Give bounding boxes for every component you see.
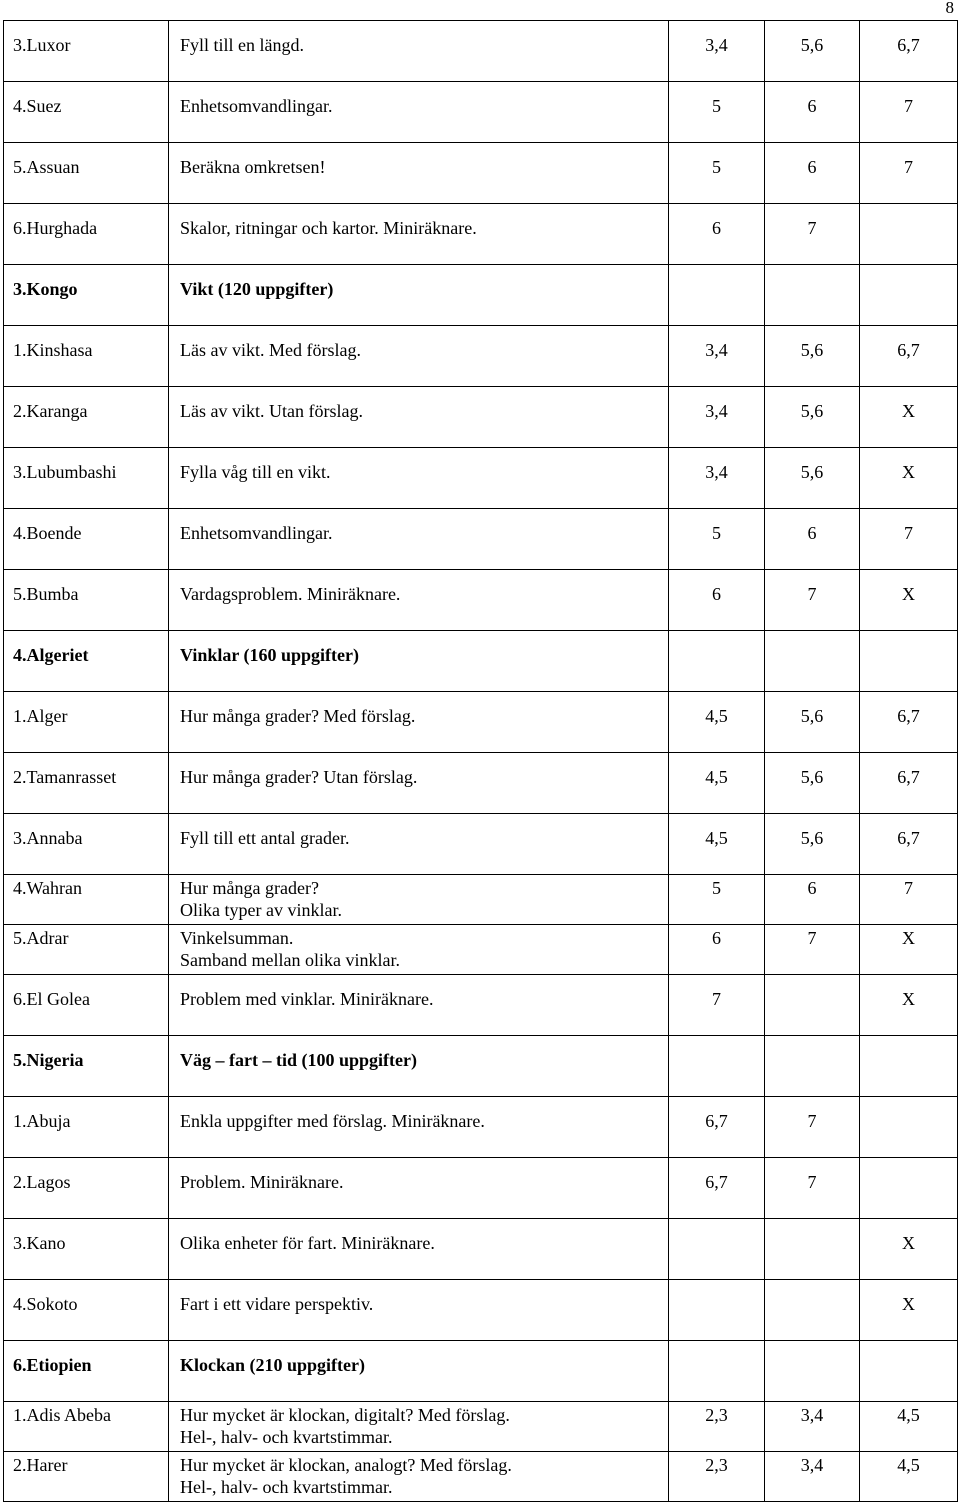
row-description-line: Fyll till en längd. (180, 35, 304, 55)
row-description-line: Hur mycket är klockan, digitalt? Med förslag. (180, 1405, 510, 1425)
level-value: X (902, 1233, 915, 1253)
row-name-cell (4, 509, 169, 570)
row-name-cell (4, 1280, 169, 1341)
level-cell-3 (860, 925, 958, 975)
level-value: 3,4 (705, 401, 728, 421)
level-cell-3 (860, 1280, 958, 1341)
level-value: 6 (807, 157, 817, 177)
level-value: 7 (807, 218, 817, 238)
table-row (4, 1158, 958, 1219)
row-name-cell (4, 1341, 169, 1402)
level-cell-2 (765, 265, 860, 326)
level-value: 4,5 (897, 1405, 920, 1425)
row-description-cell (169, 204, 669, 265)
row-description-cell (169, 925, 669, 975)
level-cell-2 (765, 82, 860, 143)
level-cell-2 (765, 448, 860, 509)
level-cell-1 (669, 204, 765, 265)
level-cell-2 (765, 975, 860, 1036)
row-name-cell (4, 1158, 169, 1219)
level-value: 6,7 (705, 1111, 728, 1131)
row-name-cell (4, 326, 169, 387)
row-description-line: Vinklar (160 uppgifter) (180, 645, 360, 665)
table-row (4, 21, 958, 82)
level-cell-1 (669, 1280, 765, 1341)
row-name: 3.Lubumbashi (13, 462, 117, 482)
level-cell-1 (669, 1452, 765, 1502)
level-cell-2 (765, 509, 860, 570)
row-name: 3.Luxor (13, 35, 71, 55)
level-cell-3 (860, 21, 958, 82)
row-description-line: Samband mellan olika vinklar. (180, 950, 400, 970)
level-cell-1 (669, 1219, 765, 1280)
row-description-line: Olika typer av vinklar. (180, 900, 342, 920)
level-cell-3 (860, 1402, 958, 1452)
row-description-line: Problem. Miniräknare. (180, 1172, 344, 1192)
level-value: 5,6 (800, 828, 824, 848)
row-description-line: Enhetsomvandlingar. (180, 523, 333, 543)
level-cell-2 (765, 875, 860, 925)
table-row (4, 387, 958, 448)
level-cell-1 (669, 1341, 765, 1402)
level-cell-1 (669, 1158, 765, 1219)
row-name: 4.Boende (13, 523, 82, 543)
row-description-cell (169, 1452, 669, 1502)
row-name-cell (4, 875, 169, 925)
level-value: X (902, 928, 915, 948)
row-description-cell (169, 1036, 669, 1097)
row-description-line: Beräkna omkretsen! (180, 157, 326, 177)
level-cell-3 (860, 753, 958, 814)
table-row (4, 326, 958, 387)
level-cell-2 (765, 1219, 860, 1280)
level-cell-1 (669, 326, 765, 387)
level-cell-3 (860, 326, 958, 387)
row-description-line: Fyll till ett antal grader. (180, 828, 350, 848)
row-name: 4.Algeriet (13, 645, 89, 665)
level-value: 5 (712, 523, 721, 543)
row-name: 2.Lagos (13, 1172, 71, 1192)
row-description-line: Väg – fart – tid (100 uppgifter) (180, 1050, 417, 1070)
level-value: 5,6 (800, 340, 824, 360)
table-row (4, 509, 958, 570)
level-cell-1 (669, 21, 765, 82)
level-cell-2 (765, 204, 860, 265)
level-value: 5 (712, 96, 721, 116)
table-row (4, 814, 958, 875)
row-description-line: Olika enheter för fart. Miniräknare. (180, 1233, 435, 1253)
level-cell-2 (765, 753, 860, 814)
table-row (4, 1452, 958, 1502)
level-cell-2 (765, 1402, 860, 1452)
level-cell-2 (765, 21, 860, 82)
row-name-cell (4, 265, 169, 326)
level-cell-1 (669, 692, 765, 753)
level-cell-2 (765, 1097, 860, 1158)
level-value: 6 (712, 928, 721, 948)
table-row (4, 448, 958, 509)
level-cell-1 (669, 387, 765, 448)
level-cell-3 (860, 1219, 958, 1280)
level-cell-2 (765, 387, 860, 448)
level-value: 3,4 (705, 35, 728, 55)
row-description-line: Problem med vinklar. Miniräknare. (180, 989, 434, 1009)
row-name-cell (4, 753, 169, 814)
table-row (4, 570, 958, 631)
level-value: 6 (807, 878, 817, 898)
level-value: 6,7 (897, 828, 920, 848)
row-description-cell (169, 631, 669, 692)
row-description-cell (169, 387, 669, 448)
level-cell-3 (860, 509, 958, 570)
level-cell-2 (765, 692, 860, 753)
level-cell-1 (669, 1402, 765, 1452)
level-value: 7 (807, 1111, 817, 1131)
row-name: 4.Suez (13, 96, 62, 116)
row-name: 2.Tamanrasset (13, 767, 117, 787)
row-name: 4.Sokoto (13, 1294, 78, 1314)
table-row (4, 692, 958, 753)
row-description-cell (169, 692, 669, 753)
row-description-cell (169, 326, 669, 387)
table-row (4, 1402, 958, 1452)
level-cell-2 (765, 326, 860, 387)
level-cell-3 (860, 692, 958, 753)
level-value: 5,6 (800, 767, 824, 787)
level-cell-1 (669, 875, 765, 925)
level-cell-3 (860, 570, 958, 631)
level-cell-1 (669, 143, 765, 204)
table-row (4, 975, 958, 1036)
row-name-cell (4, 631, 169, 692)
row-description-line: Hur mycket är klockan, analogt? Med förslag. (180, 1455, 512, 1475)
row-name-cell (4, 143, 169, 204)
level-cell-3 (860, 875, 958, 925)
table-row (4, 1219, 958, 1280)
level-cell-3 (860, 1452, 958, 1502)
level-cell-2 (765, 1280, 860, 1341)
level-value: 6 (807, 523, 817, 543)
row-description-cell (169, 21, 669, 82)
table-row (4, 875, 958, 925)
level-value: X (902, 462, 915, 482)
row-description-cell (169, 1280, 669, 1341)
level-cell-2 (765, 814, 860, 875)
table-row (4, 143, 958, 204)
level-cell-2 (765, 1036, 860, 1097)
level-value: 6,7 (705, 1172, 728, 1192)
row-description-line: Enkla uppgifter med förslag. Miniräknare. (180, 1111, 485, 1131)
level-cell-3 (860, 448, 958, 509)
level-cell-3 (860, 1158, 958, 1219)
row-name-cell (4, 975, 169, 1036)
row-description-cell (169, 875, 669, 925)
level-cell-3 (860, 1036, 958, 1097)
row-description-cell (169, 448, 669, 509)
section-header-row (4, 1341, 958, 1402)
level-cell-3 (860, 631, 958, 692)
row-description-line: Hur många grader? Utan förslag. (180, 767, 418, 787)
table-row (4, 1097, 958, 1158)
table-row (4, 82, 958, 143)
row-description-line: Klockan (210 uppgifter) (180, 1355, 366, 1375)
level-value: 6,7 (897, 340, 920, 360)
row-description-line: Hel-, halv- och kvartstimmar. (180, 1477, 393, 1497)
row-description-cell (169, 1402, 669, 1452)
row-name: 5.Adrar (13, 928, 69, 948)
level-cell-1 (669, 265, 765, 326)
level-cell-1 (669, 975, 765, 1036)
row-name-cell (4, 21, 169, 82)
level-value: 7 (904, 878, 913, 898)
level-value: 5,6 (800, 35, 824, 55)
level-value: 6 (712, 584, 721, 604)
row-name: 6.Hurghada (13, 218, 98, 238)
level-value: 3,4 (800, 1405, 824, 1425)
row-description-cell (169, 143, 669, 204)
level-cell-1 (669, 509, 765, 570)
row-description-line: Vinkelsumman. (180, 928, 294, 948)
level-value: 7 (904, 96, 913, 116)
level-cell-1 (669, 631, 765, 692)
level-value: X (902, 584, 915, 604)
level-value: X (902, 989, 915, 1009)
section-header-row (4, 265, 958, 326)
level-cell-1 (669, 82, 765, 143)
row-name-cell (4, 204, 169, 265)
row-description-line: Vikt (120 uppgifter) (180, 279, 334, 299)
level-cell-2 (765, 570, 860, 631)
row-description-line: Läs av vikt. Med förslag. (180, 340, 361, 360)
row-description-cell (169, 975, 669, 1036)
level-value: 5,6 (800, 401, 824, 421)
row-name: 3.Annaba (13, 828, 83, 848)
row-description-line: Hur många grader? (180, 878, 319, 898)
row-description-cell (169, 1158, 669, 1219)
row-name: 4.Wahran (13, 878, 83, 898)
level-cell-1 (669, 925, 765, 975)
row-description-cell (169, 1219, 669, 1280)
level-value: 2,3 (705, 1455, 728, 1475)
level-value: 4,5 (897, 1455, 920, 1475)
level-value: 3,4 (705, 462, 728, 482)
level-cell-2 (765, 925, 860, 975)
level-value: 6 (807, 96, 817, 116)
row-name-cell (4, 387, 169, 448)
row-description-cell (169, 1341, 669, 1402)
level-value: 5,6 (800, 706, 824, 726)
level-value: 7 (807, 928, 817, 948)
table-row (4, 204, 958, 265)
level-cell-1 (669, 814, 765, 875)
row-description-cell (169, 753, 669, 814)
row-name-cell (4, 448, 169, 509)
row-name-cell (4, 692, 169, 753)
row-name-cell (4, 1036, 169, 1097)
row-name: 3.Kano (13, 1233, 66, 1253)
level-value: 7 (807, 1172, 817, 1192)
level-cell-2 (765, 1452, 860, 1502)
row-name: 3.Kongo (13, 279, 78, 299)
level-cell-3 (860, 387, 958, 448)
level-cell-3 (860, 143, 958, 204)
row-description-line: Hur många grader? Med förslag. (180, 706, 416, 726)
level-value: 4,5 (705, 767, 728, 787)
row-name: 2.Karanga (13, 401, 88, 421)
table-body (4, 21, 958, 1502)
row-description-line: Hel-, halv- och kvartstimmar. (180, 1427, 393, 1447)
level-cell-1 (669, 570, 765, 631)
row-description-line: Vardagsproblem. Miniräknare. (180, 584, 401, 604)
level-value: 6,7 (897, 706, 920, 726)
row-name: 1.Abuja (13, 1111, 71, 1131)
page-number: 8 (945, 0, 954, 17)
row-name: 1.Alger (13, 706, 68, 726)
row-name: 6.El Golea (13, 989, 90, 1009)
level-value: 6,7 (897, 767, 920, 787)
row-name-cell (4, 925, 169, 975)
level-cell-3 (860, 204, 958, 265)
level-value: 4,5 (705, 706, 728, 726)
level-cell-3 (860, 1341, 958, 1402)
table-row (4, 753, 958, 814)
row-description-cell (169, 814, 669, 875)
level-cell-1 (669, 1036, 765, 1097)
level-value: 5 (712, 878, 721, 898)
row-name-cell (4, 1219, 169, 1280)
row-description-line: Läs av vikt. Utan förslag. (180, 401, 363, 421)
level-cell-3 (860, 265, 958, 326)
row-description-cell (169, 265, 669, 326)
row-name: 1.Kinshasa (13, 340, 93, 360)
row-description-line: Fylla våg till en vikt. (180, 462, 331, 482)
level-value: 7 (807, 584, 817, 604)
row-description-line: Skalor, ritningar och kartor. Miniräknare. (180, 218, 477, 238)
row-name: 5.Nigeria (13, 1050, 84, 1070)
row-name-cell (4, 814, 169, 875)
level-value: 5,6 (800, 462, 824, 482)
assignment-table (3, 20, 958, 1502)
row-description-cell (169, 509, 669, 570)
level-value: 7 (712, 989, 721, 1009)
level-value: X (902, 401, 915, 421)
section-header-row (4, 631, 958, 692)
table-row (4, 1280, 958, 1341)
level-value: 4,5 (705, 828, 728, 848)
row-description-cell (169, 1097, 669, 1158)
level-cell-2 (765, 1341, 860, 1402)
level-value: 6 (712, 218, 721, 238)
row-name: 2.Harer (13, 1455, 68, 1475)
level-cell-3 (860, 82, 958, 143)
level-cell-3 (860, 1097, 958, 1158)
level-cell-1 (669, 1097, 765, 1158)
level-value: 6,7 (897, 35, 920, 55)
level-value: 2,3 (705, 1405, 728, 1425)
row-name-cell (4, 570, 169, 631)
level-value: 7 (904, 157, 913, 177)
level-value: X (902, 1294, 915, 1314)
row-name-cell (4, 1402, 169, 1452)
section-header-row (4, 1036, 958, 1097)
level-cell-1 (669, 753, 765, 814)
table-row (4, 925, 958, 975)
row-description-cell (169, 570, 669, 631)
level-value: 3,4 (800, 1455, 824, 1475)
level-cell-3 (860, 814, 958, 875)
row-description-line: Enhetsomvandlingar. (180, 96, 333, 116)
level-value: 7 (904, 523, 913, 543)
level-cell-2 (765, 143, 860, 204)
row-name-cell (4, 1452, 169, 1502)
level-value: 3,4 (705, 340, 728, 360)
row-name: 5.Bumba (13, 584, 79, 604)
level-value: 5 (712, 157, 721, 177)
row-name-cell (4, 82, 169, 143)
row-description-cell (169, 82, 669, 143)
row-name: 1.Adis Abeba (13, 1405, 111, 1425)
row-name: 6.Etiopien (13, 1355, 92, 1375)
level-cell-1 (669, 448, 765, 509)
row-description-line: Fart i ett vidare perspektiv. (180, 1294, 374, 1314)
row-name: 5.Assuan (13, 157, 80, 177)
row-name-cell (4, 1097, 169, 1158)
level-cell-2 (765, 631, 860, 692)
level-cell-3 (860, 975, 958, 1036)
level-cell-2 (765, 1158, 860, 1219)
